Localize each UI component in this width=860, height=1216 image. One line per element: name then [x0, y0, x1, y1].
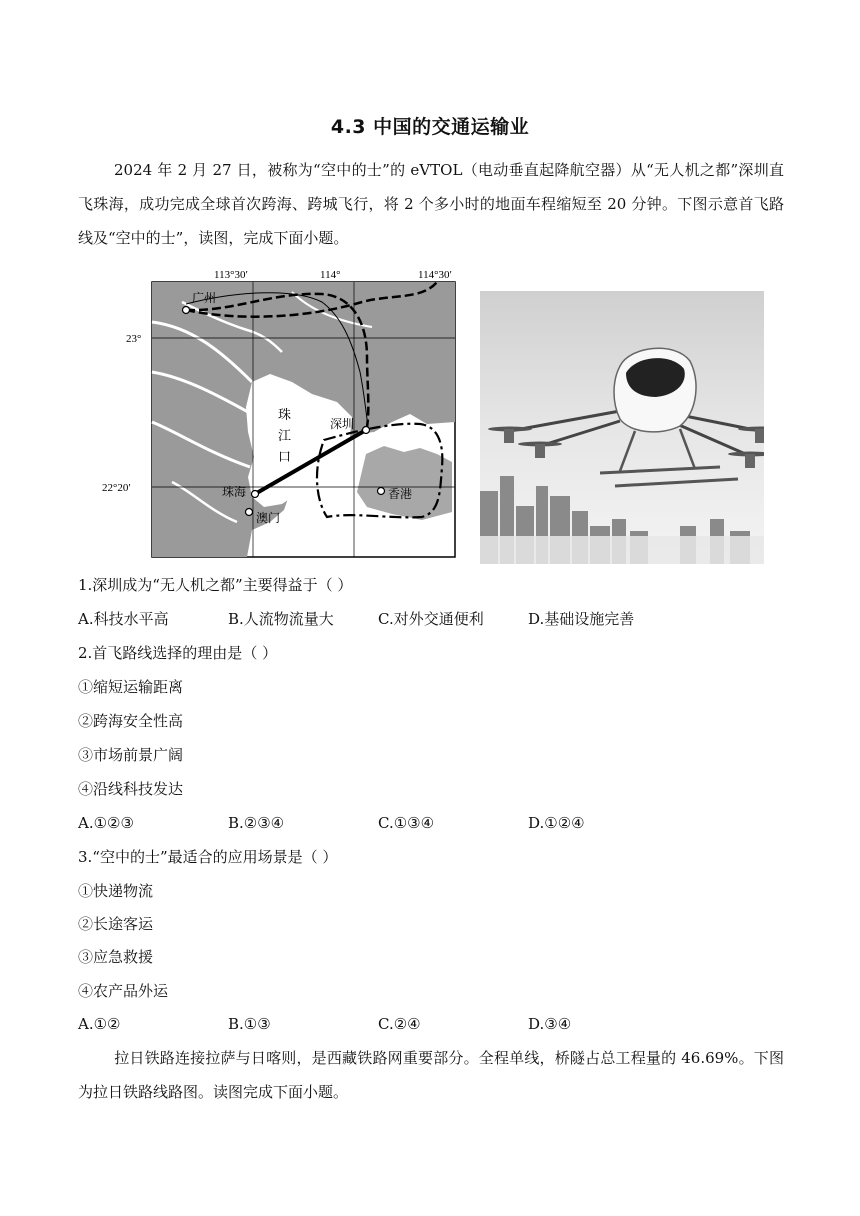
question-2-item: ①缩短运输距离	[78, 678, 184, 696]
question-2-stem: 2.首飞路线选择的理由是（ ）	[78, 644, 278, 662]
question-2-item: ②跨海安全性高	[78, 712, 184, 730]
question-3-options	[78, 1013, 798, 1035]
option-c: C.①③④	[378, 814, 435, 832]
place-shenzhen: 深圳	[330, 417, 355, 431]
option-d: D.①②④	[528, 814, 585, 832]
place-zhuhai: 珠海	[222, 485, 247, 499]
lon-label: 114°30′	[418, 269, 452, 281]
option-b: B.②③④	[228, 814, 285, 832]
option-c: C.②④	[378, 1015, 421, 1033]
evtol-photo	[480, 291, 764, 564]
place-zhujiangkou-2: 江	[278, 429, 292, 444]
place-zhujiangkou-3: 口	[278, 450, 292, 465]
option-a: A.①②	[78, 1015, 121, 1033]
option-d: D.③④	[528, 1015, 572, 1033]
question-2-options	[78, 812, 798, 834]
place-hongkong: 香港	[388, 487, 413, 501]
place-zhujiangkou-1: 珠	[278, 408, 292, 423]
option-b: B.①③	[228, 1015, 271, 1033]
question-3-item: ②长途客运	[78, 915, 154, 933]
page-title: 4.3 中国的交通运输业	[330, 116, 530, 138]
flight-route-map	[96, 262, 466, 562]
option-d: D.基础设施完善	[528, 610, 635, 628]
option-a: A.①②③	[78, 814, 134, 832]
lon-label: 114°	[320, 269, 341, 281]
question-3-item: ③应急救援	[78, 948, 154, 966]
question-3-stem: 3.“空中的士”最适合的应用场景是（ ）	[78, 848, 338, 866]
option-c: C.对外交通便利	[378, 610, 484, 628]
lon-label: 113°30′	[214, 269, 248, 281]
intro-paragraph-2: 拉日铁路连接拉萨与日喀则，是西藏铁路网重要部分。全程单线，桥隧占总工程量的 46.69%。下图为拉日铁路线路图。读图完成下面小题。	[78, 1049, 784, 1101]
question-1-stem: 1.深圳成为“无人机之都”主要得益于（ ）	[78, 576, 353, 594]
question-1-options	[78, 608, 798, 630]
question-3-item: ④农产品外运	[78, 982, 169, 1000]
place-guangzhou: 广州	[192, 291, 217, 305]
option-a: A.科技水平高	[78, 610, 169, 628]
question-2-item: ④沿线科技发达	[78, 780, 184, 798]
lat-label: 22°20′	[102, 482, 131, 494]
question-3-item: ①快递物流	[78, 882, 154, 900]
option-b: B.人流物流量大	[228, 610, 334, 628]
intro-paragraph-1: 2024 年 2 月 27 日，被称为“空中的士”的 eVTOL（电动垂直起降航空器）从“无人机之都”深圳直飞珠海，成功完成全球首次跨海、跨城飞行，将 2 个多小时的地面车程缩短至 20 分钟。下图示意首飞路线及“空中的士”，读图，完成下面小题。	[78, 161, 784, 247]
place-macau: 澳门	[256, 511, 281, 525]
lat-label: 23°	[126, 333, 142, 345]
question-2-item: ③市场前景广阔	[78, 746, 184, 764]
